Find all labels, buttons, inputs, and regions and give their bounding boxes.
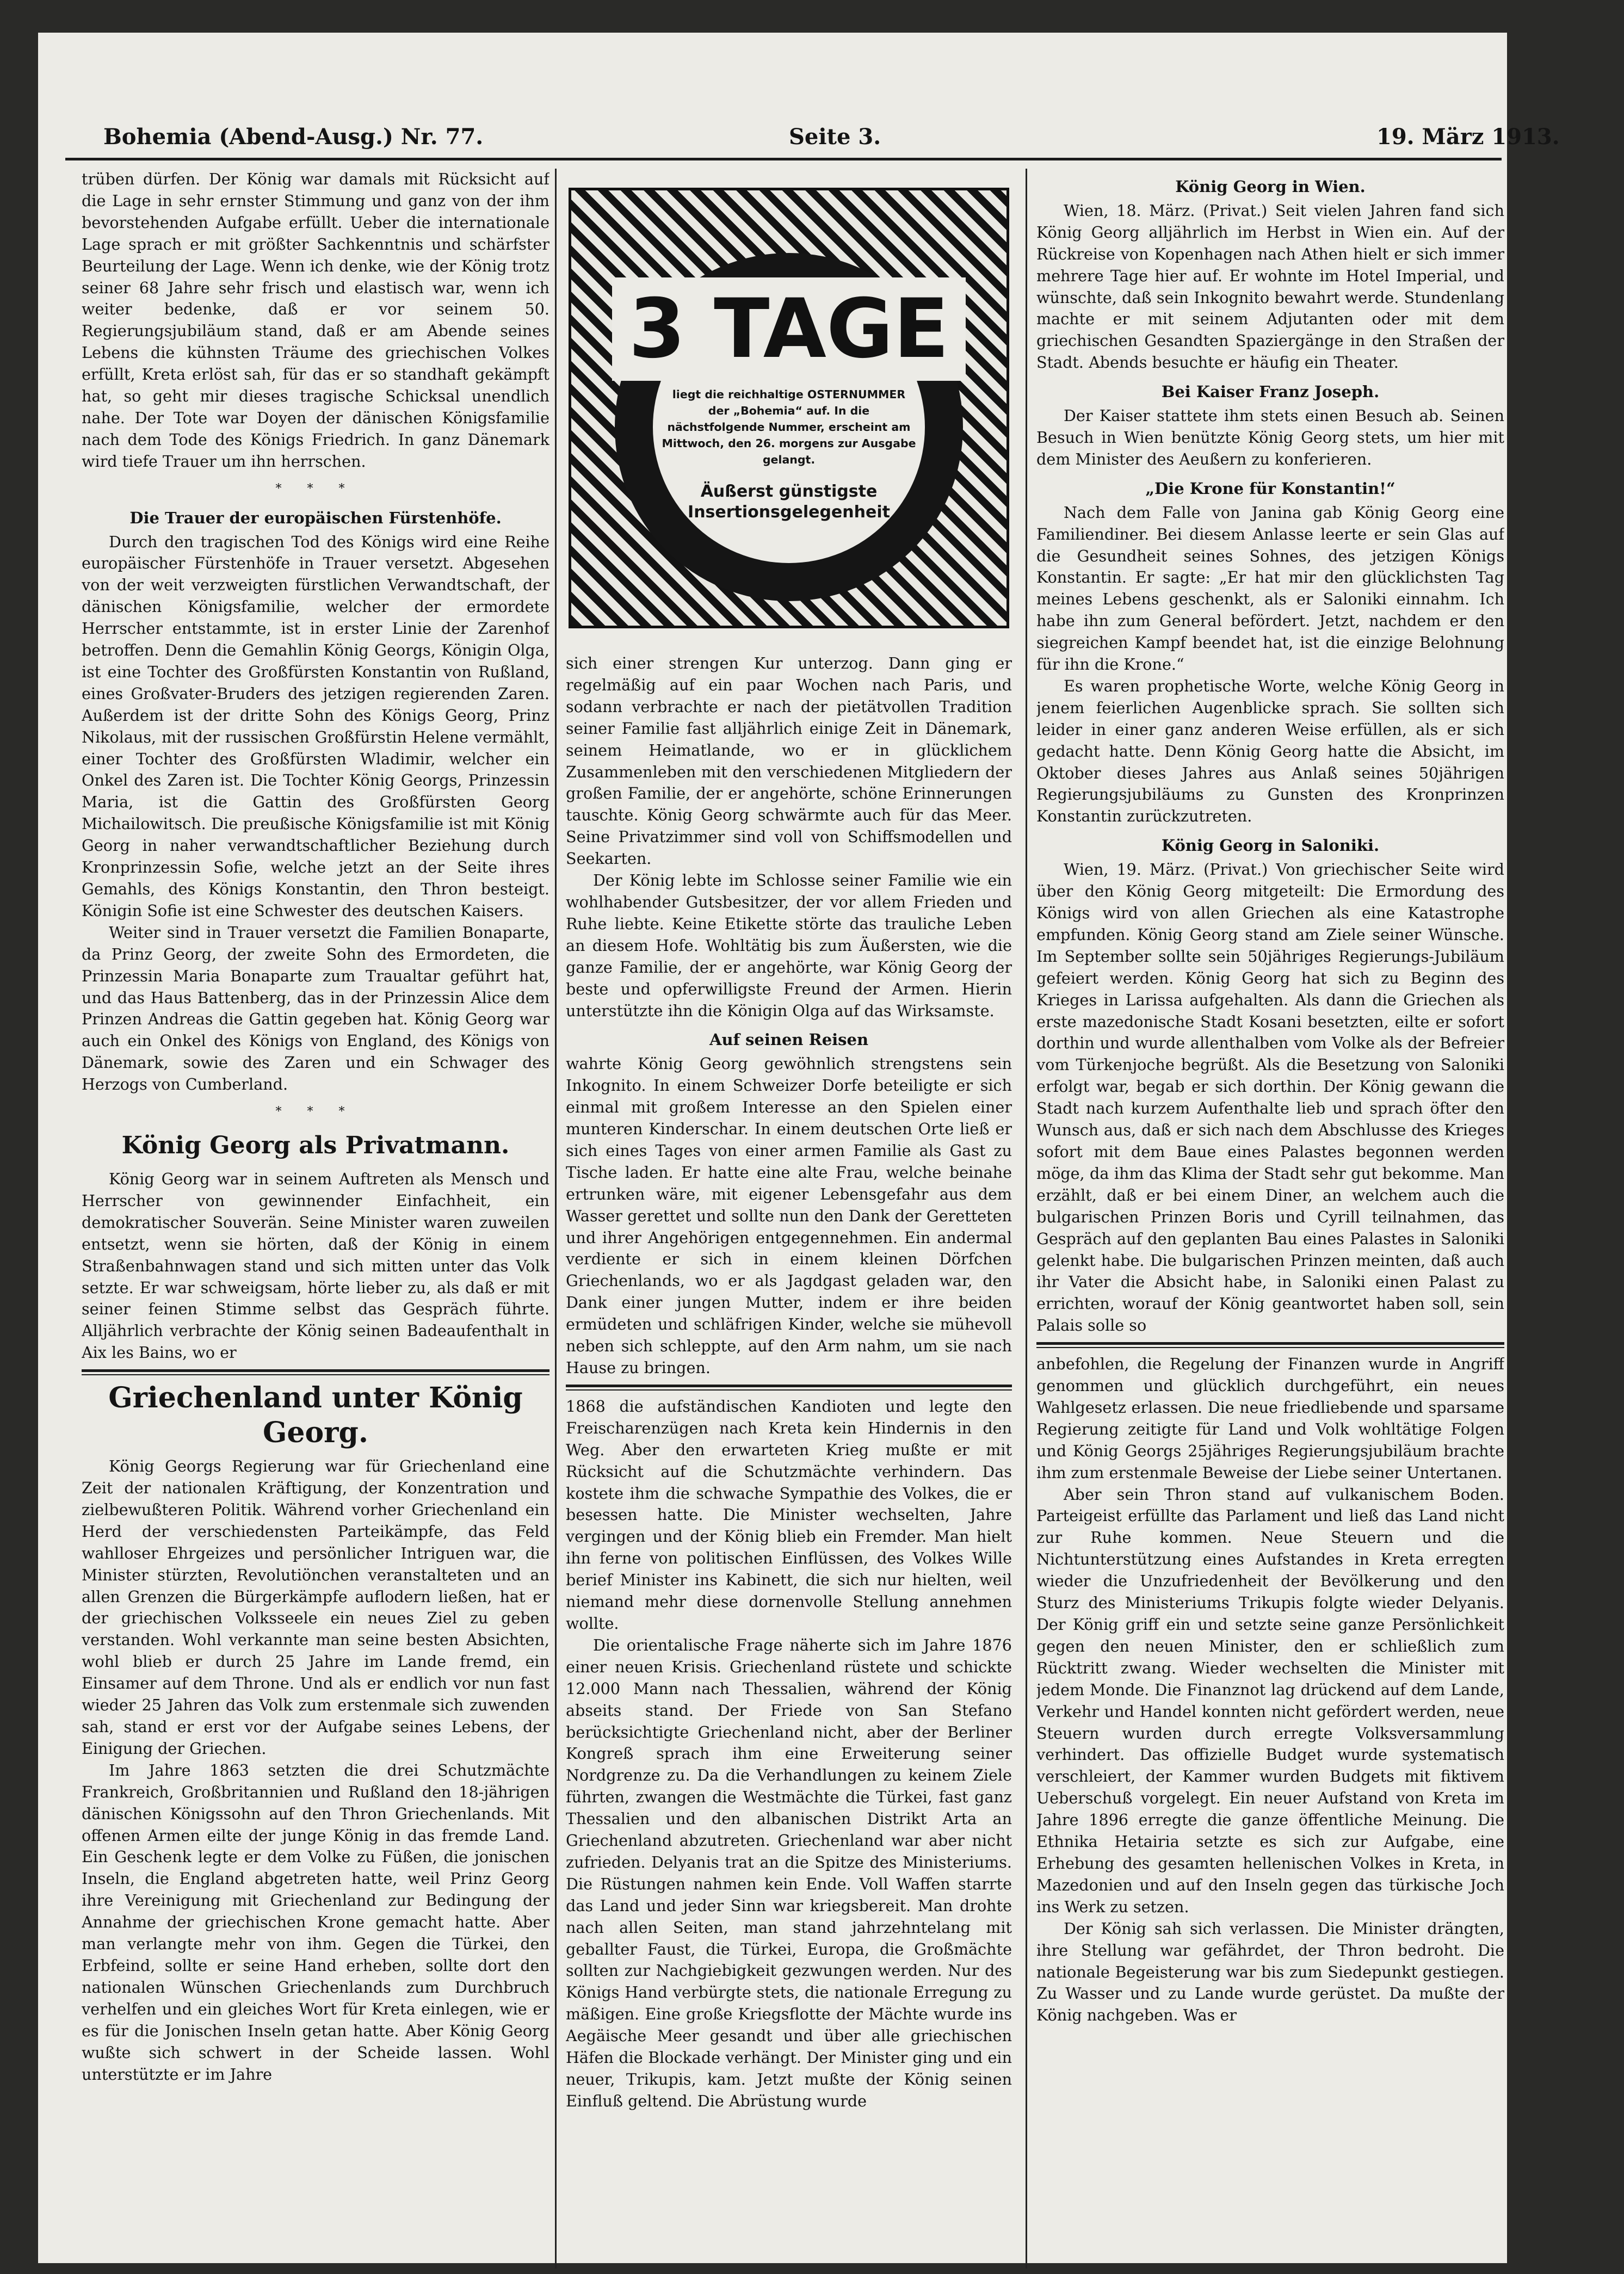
advertisement [569,188,1009,628]
subheading-wien: König Georg in Wien. [1175,177,1366,196]
ad-title: 3 TAGE [612,277,966,381]
article-paragraph: König Georg war in seinem Auftreten als Mensch und Herrscher von gewinnender Einfachheit, ein demokratischer Souverän. Seine Minister waren zuweilen entsetzt, wenn sie hörten, daß der König in einem Straßenbahnwagen stand und sich mitten unter das Volk setzte. Er war schweigsam, hörte lieber zu, als daß er mit seiner feinen Stimme selbst das Gespräch führte. Alljährlich verbrachte der König seinen Badeaufenthalt in Aix les Bains, wo er [82,1169,549,1362]
article-paragraph: König Georgs Regierung war für Griechenland eine Zeit der nationalen Kräftigung, der Konzentration und zielbewußteren Politik. Während vorher Griechenland ein Herd der verschiedensten Parteikämpfe, das Feld wahlloser Ehrgeizes und persönlicher Intriguen war, die Minister stürzten, Revolutiönchen veranstalteten und an allen Grenzen die Bürgerkämpfe auflodern ließen, hat er der griechischen Volksseele ein neues Ziel zu geben verstanden. Wohl verkannte man seine besten Absichten, wohl blieb er durch 25 Jahre im Lande fremd, ein Einsamer auf dem Throne. Und als er endlich vor nun fast wieder 25 Jahren das Volk zum erstenmale sich zuwenden sah, stand er erst vor der Aufgabe seines Lebens, der Einigung der Griechen. [82,1457,549,1758]
subheading-trauer: Die Trauer der europäischen Fürstenhöfe. [129,508,502,527]
column-divider [1026,169,1027,2269]
separator-stars: * * * [275,1105,356,1119]
article-paragraph: Wien, 18. März. (Privat.) Seit vielen Jahren fand sich König Georg alljährlich im Herbst in Wien ein. Auf der Rückreise von Kopenhagen nach Athen hielt er sich immer mehrere Tage hier auf. Er wohnte im Hotel Imperial, und wünschte, daß sein Inkognito bewahrt werde. Stundenlang machte er mit seinem Adjutanten oder mit dem griechischen Gesandten Spaziergänge in den Straßen der Stadt. Abends besuchte er häufig ein Theater. [1036,201,1504,372]
column-3 [1036,169,1504,2274]
article-paragraph: Der König lebte im Schlosse seiner Familie wie ein wohlhabender Gutsbesitzer, der vor allem Frieden und Ruhe liebte. Keine Etikette störte das trauliche Leben an diesem Hofe. Wohltätig bis zum Äußersten, wie die ganze Familie, der er angehörte, war König Georg der beste und opferwilligste Freund der Armen. Hierin unterstützte ihn die Königin Olga auf das Wirksamste. [566,871,1012,1020]
page-header [65,124,1560,157]
header-rule [65,158,1502,160]
article-paragraph: Der König sah sich verlassen. Die Minister drängten, ihre Stellung war gefährdet, der Thron bedroht. Die nationale Begeisterung war bis zum Siedepunkt gestiegen. Zu Wasser und zu Lande wurde gerüstet. Da mußte der König nachgeben. Was er [1036,1919,1504,2025]
article-paragraph: Der Kaiser stattete ihm stets einen Besuch ab. Seinen Besuch in Wien benützte König Georg stets, um hier mit dem Minister des Aeußern zu konferieren. [1036,406,1504,468]
section-rule [1036,1342,1504,1348]
ad-text: liegt die reichhaltige OSTERNUMMER der „Bohemia“ auf. In die nächstfolgende Nummer, erscheint am Mittwoch, den 26. morgens zur Ausgabe gelangt. [662,388,916,466]
article-paragraph: Im Jahre 1863 setzten die drei Schutzmächte Frankreich, Großbritannien und Rußland den 18-jährigen dänischen Königssohn auf den Thron Griechenlands. Mit offenen Armen eilte der junge König in das fremde Land. Ein Geschenk legte er dem Volke zu Füßen, die jonischen Inseln, die England abgetreten hatte, weil Prinz Georg ihre Vereinigung mit Griechenland zur Bedingung der Annahme der griechischen Krone gemacht hatte. Aber man verlangte mehr von ihm. Gegen die Türkei, den Erbfeind, sollte er seine Hand erheben, sollte dort den nationalen Wünschen Griechenlands zum Durchbruch verhelfen und ein gleiches Wort für Kreta einlegen, wie er es für die Jonischen Inseln getan hatte. Aber König Georg wußte sich schwert in der Scheide lassen. Wohl unterstützte er im Jahre [82,1760,549,2084]
subheading-kaiser: Bei Kaiser Franz Joseph. [1161,382,1380,401]
subheading-krone: „Die Krone für Konstantin!“ [1145,479,1395,498]
separator-stars: * * * [275,481,356,496]
subheading-saloniki: König Georg in Saloniki. [1161,836,1380,855]
article-paragraph: Die orientalische Frage näherte sich im Jahre 1876 einer neuen Krisis. Griechenland rüstete und schickte 12.000 Mann nach Thessalien, während der König abseits stand. Der Friede von San Stefano berücksichtigte Griechenland nicht, aber der Berliner Kongreß sprach ihm eine Erweiterung seiner Nordgrenze zu. Da die Verhandlungen zu keinem Ziele führten, zwangen die Westmächte die Türkei, fast ganz Thessalien und den albanischen Distrikt Arta an Griechenland abzutreten. Griechenland war aber nicht zufrieden. Delyanis trat an die Spitze des Ministeriums. Die Rüstungen nahmen kein Ende. Voll Waffen starrte das Land und jeder Sinn war kriegsbereit. Man drohte nach allen Seiten, man stand jahrzehntelang mit geballter Faust, die Türkei, Europa, die Großmächte sollten zur Nachgiebigkeit gezwungen werden. Nur des Königs Hand verbürgte stets, die nationale Erregung zu mäßigen. Eine große Kriegsflotte der Mächte wurde ins Aegäische Meer gesandt und über alle griechischen Häfen die Blockade verhängt. Der Minister ging und ein neuer, Trikupis, kam. Jetzt mußte der König seinen Einfluß geltend. Die Abrüstung wurde [566,1635,1012,2110]
section-rule [566,1385,1012,1391]
article-paragraph: anbefohlen, die Regelung der Finanzen wurde in Angriff genommen und glücklich durchgeführt, ein neues Wahlgesetz erlassen. Die neue friedliebende und sparsame Regierung zeitigte für Land und Volk wohltätige Folgen und König Georgs 25jähriges Regierungsjubiläum brachte ihm zum erstenmale Beweise der Liebe seiner Untertanen. [1036,1355,1504,1482]
column-divider [555,169,557,2269]
article-paragraph: Aber sein Thron stand auf vulkanischem Boden. Parteigeist erfüllte das Parlament und ließ das Land nicht zur Ruhe kommen. Neue Steuern und die Nichtunterstützung eines Aufstandes in Kreta erregten wieder die Unzufriedenheit der Bevölkerung und den Sturz des Ministeriums Trikupis folgte wieder Delyanis. Der König griff ein und setzte seine ganze Persönlichkeit gegen den neuen Minister, den er schließlich zum Rücktritt zwang. Wieder wechselten die Minister mit jedem Monde. Die Finanznot lag drückend auf dem Lande, Verkehr und Handel konnten nicht gefördert werden, neue Steuern wurden durch erregte Volksversammlung verhindert. Das offizielle Budget wurde systematisch verschleiert, der Kammer wurden Budgets mit fiktivem Ueberschuß vorgelegt. Ein neuer Aufstand von Kreta im Jahre 1896 erregte die ganze öffentliche Meinung. Die Ethnika Hetairia setzte es sich zur Aufgabe, eine Erhebung des gesamten hellenischen Volkes in Kreta, in Mazedonien und auf den Inseln gegen das türkische Joch ins Werk zu setzen. [1036,1485,1504,1916]
column-2 [566,653,1012,2274]
article-paragraph: Durch den tragischen Tod des Königs wird eine Reihe europäischer Fürstenhöfe in Trauer versetzt. Abgesehen von der weit verzweigten fürstlichen Verwandtschaft, der dänischen Königsfamilie, welcher der ermordete Herrscher entstammte, ist in erster Linie der Zarenhof betroffen. Denn die Gemahlin König Georgs, Königin Olga, ist eine Tochter des Großfürsten Konstantin von Rußland, eines Großvater-Bruders des jetzigen regierenden Zaren. Außerdem ist der dritte Sohn des Königs Georg, Prinz Nikolaus, mit der russischen Großfürstin Helene vermählt, einer Tochter des Großfürsten Wladimir, welcher ein Onkel des Zaren ist. Die Tochter König Georgs, Prinzessin Maria, ist die Gattin des Großfürsten Georg Michailowitsch. Die preußische Königsfamilie ist mit König Georg in naher verwandtschaftlicher Beziehung durch Kronprinzessin Sofie, welche jetzt an der Seite ihres Gemahls, des Königs Konstantin, den Thron besteigt. Königin Sofie ist eine Schwester des deutschen Kaisers. [82,532,549,920]
header-date: 19. März 1913. [1376,124,1560,150]
article-paragraph: Nach dem Falle von Janina gab König Georg eine Familiendiner. Bei diesem Anlasse leerte er sein Glas auf die Gesundheit seines Sohnes, des jetzigen Königs Konstantin. Er sagte: „Er hat mir den glücklichsten Tag meines Lebens geschenkt, als er Saloniki einnahm. Ich habe ihn zum General befördert. Jetzt, nachdem er den siegreichen Kampf beendet hat, ist die einzige Belohnung für ihn die Krone.“ [1036,503,1504,674]
ad-slogan: Äußerst günstigste Insertionsgelegenheit [688,482,890,522]
article-paragraph: wahrte König Georg gewöhnlich strengstens sein Inkognito. In einem Schweizer Dorfe beteiligte er sich einmal mit großem Interesse an den Spielen einer munteren Kinderschar. In einem deutschen Orte ließ er sich eines Tages von einer armen Familie als Gast zu Tische laden. Er hatte eine alte Frau, welche beinahe ertrunken wäre, mit eigener Lebensgefahr aus dem Wasser gerettet und sollte nun den Dank der Geretteten und ihrer Angehörigen entgegennehmen. Ein andermal verdiente er sich in einem kleinen Dörfchen Griechenlands, wo er als Jagdgast geladen war, den Dank einer jungen Mutter, indem er ihre beiden ermüdeten und schläfrigen Kinder, welche sie mühevoll neben sich schleppte, auf den Arm nahm, um sie nach Hause zu bringen. [566,1054,1012,1377]
article-paragraph: trüben dürfen. Der König war damals mit Rücksicht auf die Lage in sehr ernster Stimmung und ganz von der ihm bevorstehenden Aufgabe erfüllt. Ueber die internationale Lage sprach er mit größter Sachkenntnis und schärfster Beurteilung der Lage. Wenn ich denke, wie der König trotz seiner 68 Jahre sehr frisch und elastisch war, wenn ich weiter bedenke, daß er vor seinem 50. Regierungsjubiläum stand, daß er am Abende seines Lebens die kühnsten Träume des griechischen Volkes erfüllt, Kreta erlöst sah, für das er so standhaft gekämpft hat, so geht mir dieses tragische Schicksal unendlich nahe. Der Tote war Doyen der dänischen Königsfamilie nach dem Tode des Königs Friedrich. In ganz Dänemark wird tiefe Trauer um ihn herrschen. [82,170,549,471]
header-page-number: Seite 3. [789,124,881,150]
article-paragraph: Wien, 19. März. (Privat.) Von griechischer Seite wird über den König Georg mitgeteilt: Die Ermordung des Königs wird von allen Griechen als eine Katastrophe empfunden. König Georg stand am Ziele seiner Wünsche. Im September sollte sein 50jähriges Regierungs-Jubiläum gefeiert werden. König Georg hat sich zu Beginn des Krieges in Larissa aufgehalten. Als dann die Griechen als erste mazedonische Stadt Kosani besetzten, eilte er sofort dorthin und wurde allenthalben vom Volke als der Befreier vom Türkenjoche begrüßt. Als die Besetzung von Saloniki erfolgt war, begab er sich dorthin. Der König gewann die Stadt nach kurzem Aufenthalte lieb und sprach öfter den Wunsch aus, daß er sich nach dem Abschlusse des Krieges sofort mit dem Baue eines Palastes begonnen werden möge, da ihm das Klima der Stadt sehr gut bekomme. Man erzählt, daß er bei einem Diner, an welchem auch die bulgarischen Prinzen Boris und Cyrill teilnahmen, das Gespräch auf den geplanten Bau eines Palastes in Saloniki gelenkt habe. Die bulgarischen Prinzen meinten, daß auch ihr Vater die Absicht habe, in Saloniki einen Palast zu errichten, worauf der König geantwortet haben soll, sein Palais solle so [1036,860,1504,1335]
headline-privatmann: König Georg als Privatmann. [121,1131,510,1159]
article-paragraph: Es waren prophetische Worte, welche König Georg in jenem feierlichen Augenblicke sprach. Sie sollten sich leider in einer ganz anderen Weise erfüllen, als er sich gedacht hatte. Denn König Georg hatte die Absicht, im Oktober dieses Jahres aus Anlaß seines 50jährigen Regierungsjubiläums zu Gunsten des Kronprinzen Konstantin zurückzutreten. [1036,676,1504,826]
column-1 [82,169,549,2274]
article-paragraph: 1868 die aufständischen Kandioten und legte den Freischarenzügen nach Kreta kein Hindernis in den Weg. Aber den erwarteten Krieg mußte er mit Rücksicht auf die Schutzmächte verhindern. Das kostete ihm die schwache Sympathie des Volkes, die er besessen hatte. Die Minister wechselten, Jahre vergingen und der König blieb ein Fremder. Man hielt ihn ferne von politischen Einflüssen, des Volkes Wille berief Minister ins Kabinett, die sich nur hielten, weil niemand mehr diese dornenvolle Stellung annehmen wollte. [566,1396,1012,1633]
article-paragraph: Weiter sind in Trauer versetzt die Familien Bonaparte, da Prinz Georg, der zweite Sohn des Ermordeten, die Prinzessin Maria Bonaparte zum Traualtar geführt hat, und das Haus Battenberg, das in der Prinzessin Alice dem Prinzen Andreas die Gattin gegeben hat. König Georg war auch ein Onkel des Königs von England, des Königs von Dänemark, sowie des Zaren und ein Schwager des Herzogs von Cumberland. [82,923,549,1094]
article-paragraph: sich einer strengen Kur unterzog. Dann ging er regelmäßig auf ein paar Wochen nach Paris, und sodann verbrachte er nach der pietätvollen Tradition seiner Familie fast alljährlich einige Zeit in Dänemark, seinem Heimatlande, wo er in glücklichem Zusammenleben mit den verschiedenen Mitgliedern der großen Familie, der er angehörte, schöne Erinnerungen tauschte. König Georg schwärmte auch für das Meer. Seine Privatzimmer sind voll von Schiffsmodellen und Seekarten. [566,654,1012,868]
header-publication: Bohemia (Abend-Ausg.) Nr. 77. [103,124,484,150]
subheading-reisen: Auf seinen Reisen [709,1030,869,1049]
section-rule [82,1369,549,1375]
headline-griechenland: Griechenland unter König Georg. [108,1381,523,1450]
